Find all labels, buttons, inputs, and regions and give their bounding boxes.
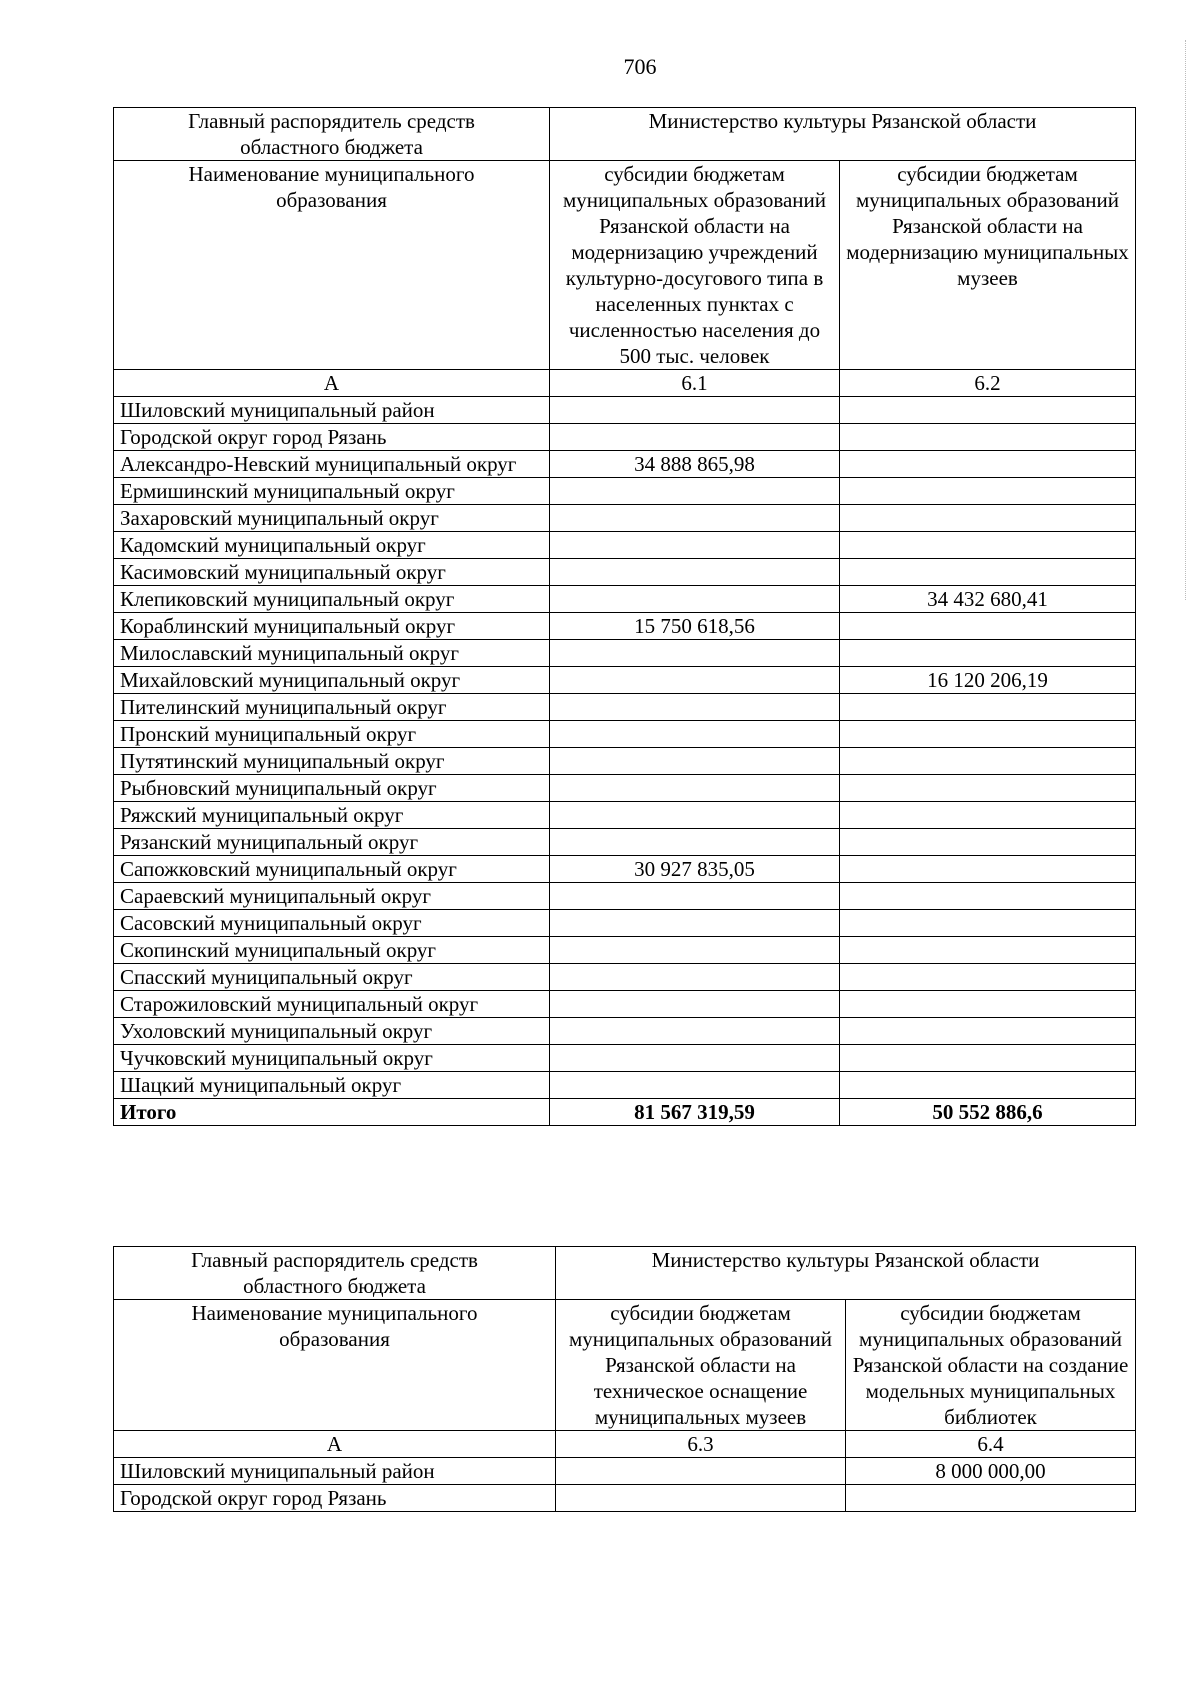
municipality-name: Рязанский муниципальный округ — [114, 829, 550, 856]
table-row — [114, 937, 1136, 964]
value-col-2 — [840, 937, 1136, 964]
table-row — [114, 667, 1136, 694]
page-number: 706 — [623, 54, 657, 79]
value-col-2 — [840, 694, 1136, 721]
total-row — [114, 1099, 1136, 1126]
value-col-2 — [840, 856, 1136, 883]
value-col-1 — [550, 775, 840, 802]
municipality-name: Скопинский муниципальный округ — [114, 937, 550, 964]
value-col-2 — [840, 451, 1136, 478]
table-row — [114, 586, 1136, 613]
value-col-2 — [840, 991, 1136, 1018]
value-col-2 — [840, 775, 1136, 802]
value-col-2 — [840, 964, 1136, 991]
table-row — [114, 1018, 1136, 1045]
value-col-1 — [550, 1045, 840, 1072]
value-col-1 — [550, 397, 840, 424]
municipality-name: Михайловский муниципальный округ — [114, 667, 550, 694]
table-row — [114, 991, 1136, 1018]
municipality-name: Милославский муниципальный округ — [114, 640, 550, 667]
value-col-2 — [840, 883, 1136, 910]
value-col-1 — [556, 1458, 846, 1485]
municipality-name: Пителинский муниципальный округ — [114, 694, 550, 721]
ministry-name: Министерство культуры Рязанской области — [556, 1247, 1136, 1300]
table-row — [114, 559, 1136, 586]
value-col-2 — [840, 748, 1136, 775]
distributor-label: Главный распорядитель средств областного бюджета — [114, 108, 550, 161]
name-column-header: Наименование муниципального образования — [114, 1300, 556, 1431]
municipality-name: Сараевский муниципальный округ — [114, 883, 550, 910]
table-row — [114, 424, 1136, 451]
municipality-name: Ряжский муниципальный округ — [114, 802, 550, 829]
municipality-name: Кораблинский муниципальный округ — [114, 613, 550, 640]
table-row — [114, 775, 1136, 802]
distributor-label: Главный распорядитель средств областного бюджета — [114, 1247, 556, 1300]
municipality-name: Путятинский муниципальный округ — [114, 748, 550, 775]
municipality-name: Кадомский муниципальный округ — [114, 532, 550, 559]
value-col-2 — [840, 802, 1136, 829]
table-row — [114, 856, 1136, 883]
column-6-3-header: субсидии бюджетам муниципальных образований Рязанской области на техническое оснащение муниципальных музеев — [556, 1300, 846, 1431]
value-col-2 — [840, 532, 1136, 559]
column-code-a: А — [114, 1431, 556, 1458]
table-row — [114, 1045, 1136, 1072]
value-col-1 — [550, 937, 840, 964]
table-row — [114, 910, 1136, 937]
scan-edge-artifact — [1185, 40, 1192, 600]
municipality-name: Пронский муниципальный округ — [114, 721, 550, 748]
value-col-2 — [846, 1485, 1136, 1512]
municipality-name: Старожиловский муниципальный округ — [114, 991, 550, 1018]
value-col-2 — [840, 559, 1136, 586]
table-row — [114, 964, 1136, 991]
value-col-2 — [840, 424, 1136, 451]
value-col-2: 8 000 000,00 — [846, 1458, 1136, 1485]
table-row — [114, 478, 1136, 505]
value-col-1 — [550, 1018, 840, 1045]
table-row — [114, 1458, 1136, 1485]
value-col-2 — [840, 613, 1136, 640]
value-col-1 — [550, 559, 840, 586]
value-col-2 — [840, 1045, 1136, 1072]
value-col-1 — [550, 505, 840, 532]
municipality-name: Городской округ город Рязань — [114, 1485, 556, 1512]
value-col-1: 30 927 835,05 — [550, 856, 840, 883]
table-header-row — [114, 1300, 1136, 1431]
table-row — [114, 694, 1136, 721]
value-col-1: 34 888 865,98 — [550, 451, 840, 478]
value-col-2 — [840, 478, 1136, 505]
value-col-1 — [550, 721, 840, 748]
table-row — [114, 829, 1136, 856]
municipality-name: Рыбновский муниципальный округ — [114, 775, 550, 802]
municipality-name: Шиловский муниципальный район — [114, 1458, 556, 1485]
value-col-2 — [840, 397, 1136, 424]
value-col-1 — [550, 694, 840, 721]
value-col-1 — [550, 883, 840, 910]
total-6-2: 50 552 886,6 — [840, 1099, 1136, 1126]
subsidy-table-1 — [113, 107, 1136, 1126]
value-col-1 — [550, 748, 840, 775]
value-col-1 — [550, 532, 840, 559]
municipality-name: Шиловский муниципальный район — [114, 397, 550, 424]
value-col-1 — [550, 424, 840, 451]
municipality-name: Городской округ город Рязань — [114, 424, 550, 451]
column-code-6-1: 6.1 — [550, 370, 840, 397]
ministry-name: Министерство культуры Рязанской области — [550, 108, 1136, 161]
municipality-name: Чучковский муниципальный округ — [114, 1045, 550, 1072]
table-header-row — [114, 1247, 1136, 1300]
column-code-6-3: 6.3 — [556, 1431, 846, 1458]
value-col-1 — [550, 991, 840, 1018]
value-col-1: 15 750 618,56 — [550, 613, 840, 640]
column-code-6-4: 6.4 — [846, 1431, 1136, 1458]
value-col-1 — [550, 586, 840, 613]
table-row — [114, 748, 1136, 775]
value-col-2: 16 120 206,19 — [840, 667, 1136, 694]
value-col-2 — [840, 829, 1136, 856]
value-col-1 — [550, 667, 840, 694]
value-col-2 — [840, 1018, 1136, 1045]
value-col-2 — [840, 1072, 1136, 1099]
table-row — [114, 721, 1136, 748]
table-row — [114, 1485, 1136, 1512]
value-col-2 — [840, 910, 1136, 937]
value-col-1 — [550, 640, 840, 667]
municipality-name: Александро-Невский муниципальный округ — [114, 451, 550, 478]
name-column-header: Наименование муниципального образования — [114, 161, 550, 370]
municipality-name: Сапожковский муниципальный округ — [114, 856, 550, 883]
value-col-1 — [550, 829, 840, 856]
value-col-1 — [550, 1072, 840, 1099]
table-row — [114, 613, 1136, 640]
table-header-row — [114, 161, 1136, 370]
value-col-2: 34 432 680,41 — [840, 586, 1136, 613]
value-col-1 — [550, 478, 840, 505]
value-col-2 — [840, 640, 1136, 667]
table-row — [114, 451, 1136, 478]
municipality-name: Спасский муниципальный округ — [114, 964, 550, 991]
municipality-name: Шацкий муниципальный округ — [114, 1072, 550, 1099]
column-6-4-header: субсидии бюджетам муниципальных образований Рязанской области на создание модельных муниципальных библиотек — [846, 1300, 1136, 1431]
value-col-1 — [550, 802, 840, 829]
municipality-name: Касимовский муниципальный округ — [114, 559, 550, 586]
value-col-2 — [840, 505, 1136, 532]
table-row — [114, 883, 1136, 910]
column-6-2-header: субсидии бюджетам муниципальных образований Рязанской области на модернизацию муниципальных музеев — [840, 161, 1136, 370]
table-row — [114, 1072, 1136, 1099]
column-codes-row — [114, 370, 1136, 397]
value-col-2 — [840, 721, 1136, 748]
column-code-a: А — [114, 370, 550, 397]
table-row — [114, 505, 1136, 532]
column-code-6-2: 6.2 — [840, 370, 1136, 397]
total-label: Итого — [114, 1099, 550, 1126]
table-header-row — [114, 108, 1136, 161]
municipality-name: Ермишинский муниципальный округ — [114, 478, 550, 505]
table-row — [114, 640, 1136, 667]
value-col-1 — [550, 964, 840, 991]
total-6-1: 81 567 319,59 — [550, 1099, 840, 1126]
municipality-name: Сасовский муниципальный округ — [114, 910, 550, 937]
table-row — [114, 532, 1136, 559]
municipality-name: Захаровский муниципальный округ — [114, 505, 550, 532]
subsidy-table-2 — [113, 1246, 1136, 1512]
column-codes-row — [114, 1431, 1136, 1458]
column-6-1-header: субсидии бюджетам муниципальных образований Рязанской области на модернизацию учреждений культурно-досугового типа в населенных пунктах с численностью населения до 500 тыс. человек — [550, 161, 840, 370]
municipality-name: Клепиковский муниципальный округ — [114, 586, 550, 613]
value-col-1 — [556, 1485, 846, 1512]
value-col-1 — [550, 910, 840, 937]
municipality-name: Ухоловский муниципальный округ — [114, 1018, 550, 1045]
table-row — [114, 397, 1136, 424]
table-row — [114, 802, 1136, 829]
